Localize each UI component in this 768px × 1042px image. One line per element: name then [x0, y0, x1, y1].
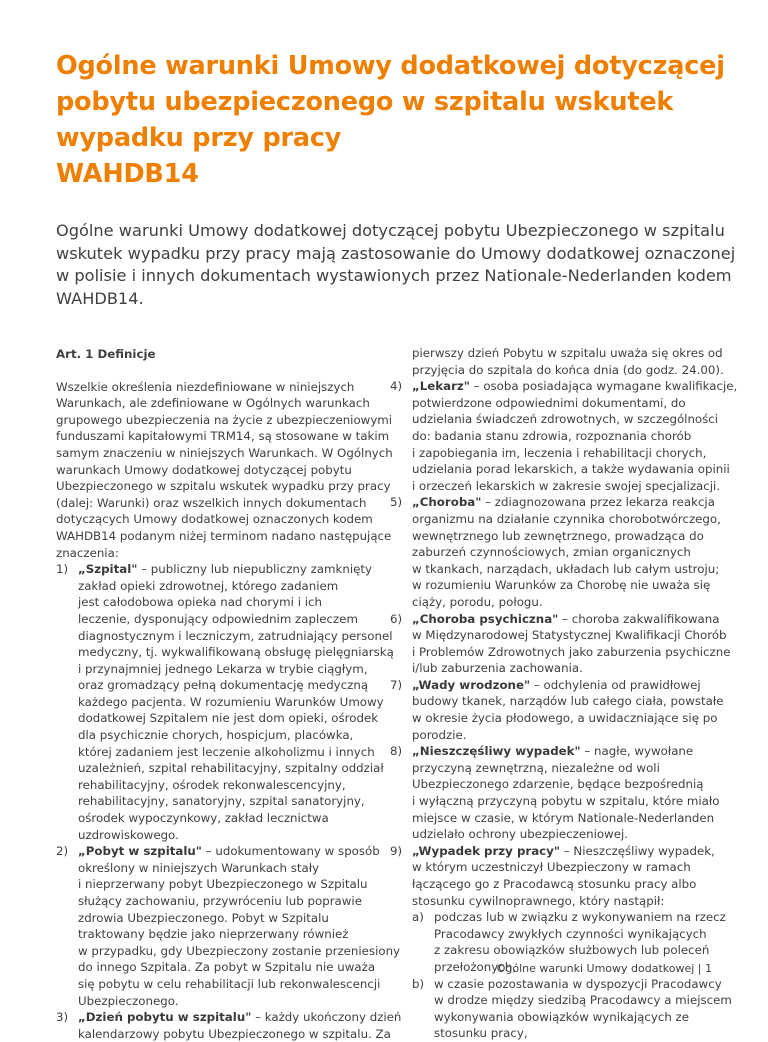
title-line: pobytu ubezpieczonego w szpitalu wskutek	[56, 87, 674, 117]
text-line: (dalej: Warunki) oraz wszelkich innych dokumentach	[56, 495, 367, 510]
intro-line: w polisie i innych dokumentach wystawionych przez Nationale-Nederlanden kodem	[56, 266, 732, 285]
definition-choroba-psychiczna	[390, 611, 730, 677]
text-line: udzielało ochrony ubezpieczeniowej.	[412, 827, 628, 842]
text-line: ośrodek wypoczynkowy, zakład lecznictwa	[78, 811, 329, 826]
text-line: – publiczny lub niepubliczny zamknięty	[137, 562, 372, 577]
intro-line: WAHDB14.	[56, 288, 144, 308]
text-line: w rozumieniu Warunków za Chorobę nie uważa się	[412, 578, 711, 593]
text-line: i orzeczeń lekarskich w zakresie swojej specjalizacji.	[412, 478, 721, 493]
definition-wypadek-przy-pracy	[390, 843, 730, 1042]
text-line: się pobytu w celu rehabilitacji lub rekonwalescencji	[78, 976, 381, 991]
text-line: stosunku cywilnoprawnego, który nastąpił:	[412, 893, 665, 908]
text-line: w drodze między siedzibą Pracodawcy a miejscem	[434, 993, 732, 1008]
text-line: jest całodobowa opieka nad chorymi i ich	[78, 595, 322, 610]
defined-term: „Pobyt w szpitalu"	[78, 844, 202, 859]
text-line: Pracodawcy zwykłych czynności wynikających	[434, 926, 707, 941]
defined-term: „Wady wrodzone"	[412, 677, 531, 692]
text-line: zakład opieki zdrowotnej, którego zadaniem	[78, 578, 339, 593]
text-line: porodzie.	[412, 727, 467, 742]
item-number: 2)	[56, 844, 69, 859]
item-number: 5)	[390, 495, 403, 510]
text-line: uzależnień, szpital rehabilitacyjny, szpitalny oddział	[78, 761, 384, 776]
sub-item-letter: a)	[412, 910, 424, 925]
text-line: medyczny, tj. wykwalifikowaną obsługę pielęgniarską	[78, 645, 394, 660]
text-line: pierwszy dzień Pobytu w szpitalu uważa się okres od	[412, 346, 723, 360]
definition-szpital	[56, 561, 396, 843]
text-line: dotyczących Umowy dodatkowej oznaczonych kodem	[56, 512, 373, 527]
text-line: służący zachowaniu, przywróceniu lub poprawie	[78, 894, 362, 908]
definitions-intro	[56, 379, 396, 562]
text-line: traktowany będzie jako nieprzerwany również	[78, 927, 349, 942]
text-line: i nieprzerwany pobyt Ubezpieczonego w Szpitalu	[78, 877, 368, 892]
text-line: kalendarzowy pobytu Ubezpieczonego w szpitalu. Za	[78, 1026, 391, 1041]
text-line: łączącego go z Pracodawcą stosunku pracy albo	[412, 877, 697, 891]
item-number: 3)	[56, 1010, 69, 1025]
definition-lekarz	[390, 378, 738, 494]
text-line: – udokumentowany w sposób	[201, 844, 380, 859]
text-line: budowy tkanek, narządów lub całego ciała, powstałe	[412, 694, 724, 709]
defined-term: „Wypadek przy pracy"	[412, 843, 560, 858]
title-line: Ogólne warunki Umowy dodatkowej dotyczącej	[56, 51, 725, 81]
text-line: i zapobiegania im, leczenia i rehabilitacji chorych,	[412, 445, 707, 460]
definition-dzien-pobytu	[56, 1009, 402, 1042]
text-line: zdrowia Ubezpieczonego. Pobyt w Szpitalu	[78, 910, 329, 925]
text-line: Wszelkie określenia niezdefiniowane w niniejszych	[56, 379, 355, 394]
item-number: 7)	[390, 677, 403, 692]
page-footer: Ogólne warunki Umowy dodatkowej | 1	[496, 962, 712, 975]
intro-line: wskutek wypadku przy pracy mają zastosowanie do Umowy dodatkowej oznaczonej	[56, 243, 736, 263]
text-line: i Problemów Zdrowotnych jako zaburzenia psychiczne	[412, 644, 731, 659]
defined-term: „Choroba psychiczna"	[412, 611, 559, 626]
definition-nieszczesliwy-wypadek	[390, 743, 730, 843]
defined-term: „Nieszczęśliwy wypadek"	[412, 744, 581, 759]
text-line: – nagłe, wywołane	[580, 744, 694, 759]
text-line: udzielania świadczeń zdrowotnych, w szczególności	[412, 412, 719, 427]
text-line: rehabilitacyjny, sanatoryjny, szpital sanatoryjny,	[78, 794, 365, 809]
text-line: znaczenia:	[56, 545, 119, 560]
text-line: diagnostycznym i leczniczym, zatrudniający personel	[78, 628, 393, 643]
item-number: 8)	[390, 744, 403, 759]
intro-line: Ogólne warunki Umowy dodatkowej dotyczącej pobytu Ubezpieczonego w szpitalu	[56, 221, 725, 240]
intro-paragraph	[56, 220, 736, 310]
text-line: wewnętrznego lub zewnętrznego, prowadząca do	[412, 528, 704, 543]
text-line: z zakresu obowiązków służbowych lub poleceń	[434, 943, 710, 958]
text-line: w Międzynarodowej Statystycznej Kwalifikacji Chorób	[412, 628, 727, 643]
text-line: – choroba zakwalifikowana	[558, 611, 720, 626]
text-line: rehabilitacyjny, ośrodek rekonwalescencyjny,	[78, 777, 346, 792]
text-line: udzielania porad lekarskich, a także wydawania opinii	[412, 462, 730, 477]
text-line: miejsce w czasie, w którym Nationale-Nederlanden	[412, 810, 715, 825]
text-line: dodatkowej Szpitalem nie jest dom opieki, ośrodek	[78, 711, 379, 726]
text-line: wykonywania obowiązków wynikających ze	[434, 1009, 689, 1024]
text-line: podczas lub w związku z wykonywaniem na rzecz	[434, 910, 726, 925]
item-number: 6)	[390, 611, 403, 626]
sub-item-letter: b)	[412, 976, 425, 991]
text-line: przyjęcia do szpitala do końca dnia (do godz. 24.00).	[412, 362, 724, 377]
item-number: 9)	[390, 843, 403, 858]
document-title	[56, 48, 725, 192]
item-number: 4)	[390, 379, 403, 394]
text-line: do innego Szpitala. Za pobyt w Szpitalu nie uważa	[78, 960, 376, 975]
item-number: 1)	[56, 562, 69, 577]
text-line: zaburzeń czynnościowych, zmian organicznych	[412, 545, 691, 560]
text-line: – zdiagnozowana przez lekarza reakcja	[481, 495, 715, 510]
text-line: ciąży, porodu, połogu.	[412, 594, 543, 609]
text-line: – odchylenia od prawidłowej	[530, 677, 701, 692]
text-line: uzdrowiskowego.	[78, 827, 179, 842]
text-line: stosunku pracy,	[434, 1026, 528, 1041]
text-line: – każdy ukończony dzień	[251, 1010, 402, 1025]
defined-term: „Dzień pobytu w szpitalu"	[78, 1010, 252, 1025]
text-line: do: badania stanu zdrowia, rozpoznania chorób	[412, 428, 692, 443]
text-line: Ubezpieczonego.	[78, 993, 179, 1008]
article-heading: Art. 1 Definicje	[56, 347, 156, 361]
text-line: samym znaczeniu w niniejszych Warunkach. W Ogólnych	[56, 445, 393, 460]
text-line: w którym uczestniczył Ubezpieczony w ramach	[412, 860, 691, 875]
text-line: i/lub zaburzenia zachowania.	[412, 661, 583, 676]
text-line: oraz gromadzący pełną dokumentację medyczną	[78, 678, 369, 693]
text-line: przyczyną zewnętrzną, niezależne od woli	[412, 760, 660, 775]
text-line: przełożonych,	[434, 959, 516, 974]
text-line: warunkach Umowy dodatkowej dotyczącej pobytu	[56, 462, 352, 477]
defined-term: „Szpital"	[78, 562, 138, 577]
text-line: grupowego ubezpieczenia na życie z ubezpieczeniowymi	[56, 412, 393, 427]
text-line: – Nieszczęśliwy wypadek,	[560, 843, 715, 858]
text-line: w okresie życia płodowego, a uwidaczniające się po	[412, 711, 718, 726]
title-line: wypadku przy pracy	[56, 123, 342, 153]
defined-term: „Choroba"	[412, 495, 482, 510]
definition-choroba	[390, 494, 730, 610]
text-line: WAHDB14 podanym niżej terminom nadano następujące	[56, 528, 392, 543]
text-line: dla psychicznie chorych, hospicjum, placówka,	[78, 728, 354, 743]
defined-term: „Lekarz"	[412, 379, 470, 394]
left-column	[56, 346, 402, 1042]
text-line: w czasie pozostawania w dyspozycji Pracodawcy	[434, 976, 722, 991]
definition-pobyt-w-szpitalu	[56, 843, 401, 1009]
text-line: w przypadku, gdy Ubezpieczony zostanie przeniesiony	[78, 943, 401, 958]
text-line: Ubezpieczonego zdarzenie, będące bezpośrednią	[412, 777, 704, 792]
text-line: – osoba posiadająca wymagane kwalifikacje,	[469, 379, 738, 394]
definition-dzien-pobytu-continued	[390, 345, 730, 378]
text-line: w tkankach, narządach, układach lub całym ustroju;	[412, 561, 720, 576]
title-code: WAHDB14	[56, 159, 199, 189]
text-line: której zadaniem jest leczenie alkoholizmu i innych	[78, 744, 375, 759]
text-line: każdego pacjenta. W rozumieniu Warunków Umowy	[78, 694, 384, 709]
text-line: określony w niniejszych Warunkach stały	[78, 860, 320, 875]
text-line: organizmu na działanie czynnika chorobotwórczego,	[412, 511, 721, 526]
right-column	[390, 345, 738, 1042]
text-line: i przynajmniej jednego Lekarza w trybie ciągłym,	[78, 661, 368, 676]
text-line: Warunkach, ale zdefiniowane w Ogólnych warunkach	[56, 396, 370, 411]
text-line: leczenie, dysponujący odpowiednim zapleczem	[78, 611, 358, 626]
text-line: Ubezpieczonego w szpitalu wskutek wypadku przy pracy	[56, 479, 391, 494]
text-line: funduszami kapitałowymi TRM14, są stosowane w takim	[56, 429, 390, 444]
definition-wady-wrodzone	[390, 677, 730, 743]
text-line: potwierdzone odpowiednimi dokumentami, do	[412, 395, 686, 410]
text-line: i wyłączną przyczyną pobytu w szpitalu, które miało	[412, 794, 720, 809]
sub-item-b	[412, 976, 730, 1042]
